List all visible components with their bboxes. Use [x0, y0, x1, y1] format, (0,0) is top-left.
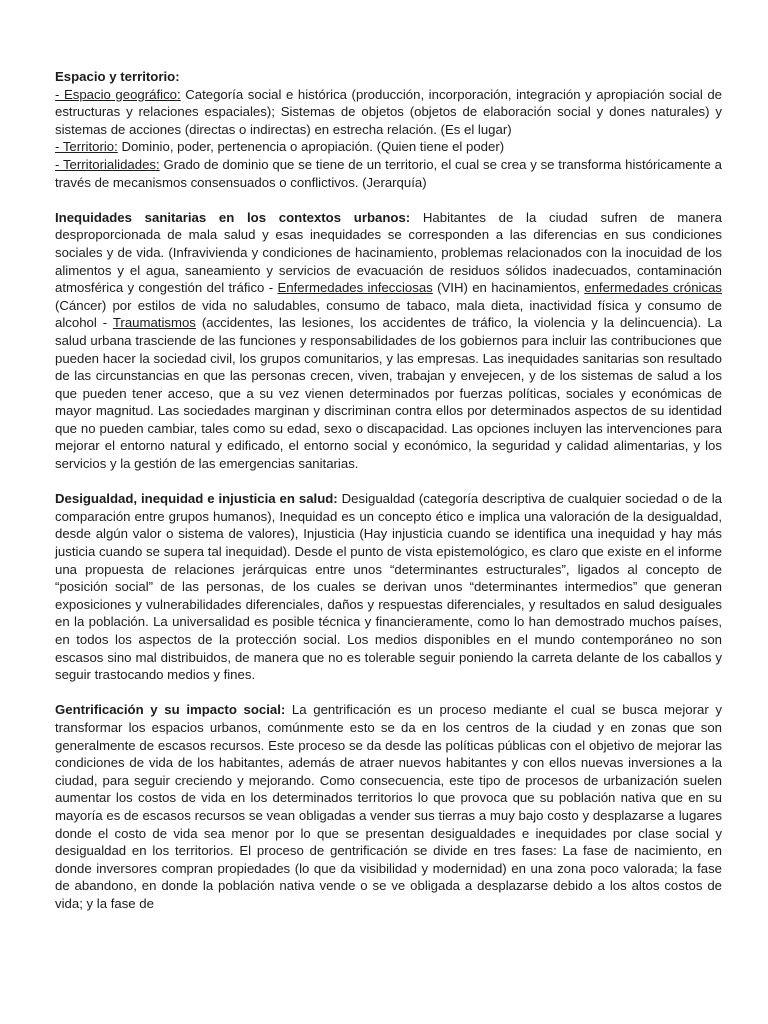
term-territorio: - Territorio: [55, 139, 118, 155]
definition-text: Grado de dominio que se tiene de un territorio, el cual se crea y se transforma históricamente a través de mecanismos consensuados o conflictivos. (Jerarquía) [55, 156, 722, 190]
paragraph-text: La gentrificación es un proceso mediante el cual se busca mejorar y transformar los espacios urbanos, comúnmente esto se da en los centros de la ciudad y en zonas que son generalmente de escasos recursos. Este proceso se da desde las políticas públicas con el objetivo de mejorar las condiciones de vida de los habitantes, además de atraer nuevos habitantes y con ellos nuevas inversiones a la ciudad, para seguir creciendo y mejorando. Como consecuencia, este tipo de procesos de urbanización suelen aumentar los costos de vida en los determinados territorios lo que provoca que su población nativa que en su mayoría es de escasos recursos se vean obligadas a vender sus tierras a muy bajo costo y desplazarse a lugares donde el costo de vida sea menor por lo que se presentan desigualdades e inequidades por clase social y desigualdad en los territorios. El proceso de gentrificación se divide en tres fases: La fase de nacimiento, en donde inversores compran propiedades (lo que da visibilidad y modernidad) en una zona poco valorada; la fase de abandono, en donde la población nativa vende o se ve obligada a desplazarse debido a los altos costos de vida; y la fase de [55, 702, 722, 911]
term-traumatismos: Traumatismos [112, 315, 196, 331]
definition-text: Categoría social e histórica (producción, incorporación, integración y apropiación social de estructuras y relaciones espaciales); Sistemas de objetos (objetos de elaboración social y dones naturales) y sistemas de acciones (directas o indirectas) en estrecha relación. (Es el lugar) [55, 86, 722, 137]
section-title: Espacio y territorio: [55, 69, 180, 84]
paragraph-text: (VIH) en hacinamientos, [432, 280, 585, 296]
section-title: Inequidades sanitarias en los contextos urbanos: [55, 209, 411, 225]
paragraph-text: Desigualdad (categoría descriptiva de cualquier sociedad o de la comparación entre grupos humanos), Inequidad es un concepto ético e implica una valoración de la desigualdad, desde algún valor o sistema de valores), Injusticia (Hay injusticia cuando se identifica una inequidad y hay más justicia cuando se supera tal inequidad). Desde el punto de vista epistemológico, es claro que existe en el informe una propuesta de relaciones jerárquicas entre unos “determinantes estructurales”, ligados al concepto de “posición social” de las personas, de los cuales se derivan unos “determinantes intermedios” que generan exposiciones y vulnerabilidades diferenciales, daños y respuestas diferenciales, y resultados en salud desiguales en la población. La universalidad es posible técnica y financieramente, como lo han demostrado muchos países, en todos los aspectos de la protección social. Los medios disponibles en el mundo contemporáneo no son escasos sino mal distribuidos, de manera que no es tolerable seguir poniendo la carreta delante de los caballos y seguir trastocando medios y fines. [55, 491, 722, 683]
section-title: Desigualdad, inequidad e injusticia en salud: [55, 491, 338, 507]
document-page [55, 68, 722, 913]
section-title: Gentrificación y su impacto social: [55, 702, 286, 718]
section-inequidades-sanitarias [55, 209, 722, 473]
paragraph-text: Habitantes de la ciudad sufren de manera desproporcionada de mala salud y esas inequidades se corresponden a las diferencias en sus condiciones sociales y de vida. (Infravivienda y condiciones de hacinamiento, problemas relacionados con la inocuidad de los alimentos y el agua, saneamiento y servicios de evacuación de residuos sólidos inadecuados, contaminación atmosférica y congestión del tráfico - [55, 209, 722, 296]
term-enfermedades-infecciosas: Enfermedades infecciosas [277, 280, 433, 296]
term-territorialidades: - Territorialidades: [55, 156, 160, 172]
section-gentrificacion [55, 701, 722, 912]
definition-text: Dominio, poder, pertenencia o apropiación. (Quien tiene el poder) [117, 139, 505, 155]
section-espacio-territorio [55, 68, 722, 191]
paragraph-text: (Cáncer) por estilos de vida no saludables, consumo de tabaco, mala dieta, inactividad física y consumo de alcohol - [55, 297, 722, 331]
term-espacio-geografico: - Espacio geográfico: [55, 86, 181, 102]
term-enfermedades-cronicas: enfermedades crónicas [584, 280, 722, 296]
section-desigualdad-inequidad [55, 490, 722, 684]
paragraph-text: (accidentes, las lesiones, los accidentes de tráfico, la violencia y la delincuencia). La salud urbana trasciende de las funciones y responsabilidades de los gobiernos para incluir las contribuciones que pueden hacer la sociedad civil, los grupos comunitarios, y las empresas. Las inequidades sanitarias son resultado de las circunstancias en que las personas crecen, viven, trabajan y envejecen, y de los sistemas de salud a los que pueden tener acceso, que a su vez vienen determinados por fuerzas políticas, sociales y económicas de mayor magnitud. Las sociedades marginan y discriminan contra ellos por determinados aspectos de su identidad que no pueden cambiar, tales como su edad, sexo o discapacidad. Las opciones incluyen las intervenciones para mejorar el entorno natural y edificado, el entorno social y económico, la seguridad y calidad alimentarias, y los servicios y la gestión de las emergencias sanitarias. [55, 315, 722, 472]
